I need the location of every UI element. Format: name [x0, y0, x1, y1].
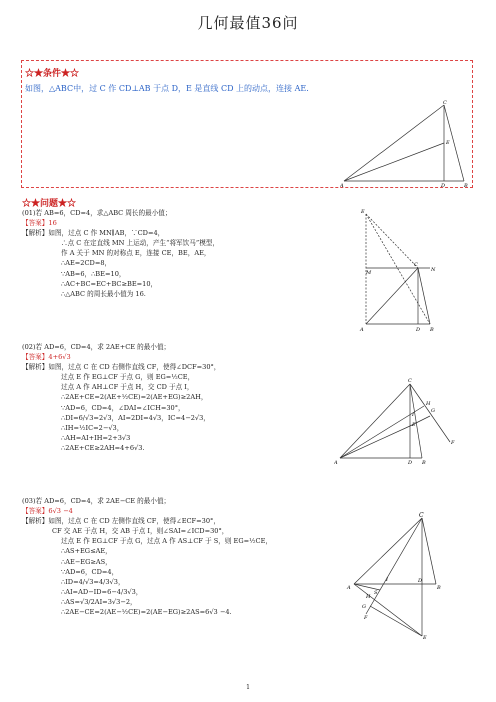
problem-3-line: ∵AD=6，CD=4，: [61, 567, 119, 576]
fig2-label-e: E: [412, 422, 416, 428]
fig1-label-m: M: [366, 270, 372, 276]
fig0-label-d: D: [441, 183, 446, 187]
fig3-label-a: A: [347, 585, 351, 591]
fig1-label-b: B: [430, 327, 434, 333]
question-heading: ☆★问题★☆: [22, 199, 77, 209]
fig2-label-c: C: [408, 378, 412, 384]
fig3-label-s: S: [374, 590, 378, 596]
problem-1-line: ∴AC+BC=EC+BC≥BE=10，: [61, 279, 158, 288]
problem-3: [22, 496, 332, 617]
fig3-label-e: E: [423, 635, 427, 641]
problem-2-line: ∴2AE+CE=2(AE+½CE)=2(AE+EG)≥2AH，: [61, 393, 208, 402]
problem-2-line: ∴IH=½IC=2−√3，: [61, 423, 124, 432]
problem-2-line: 过点 A 作 AH⊥CF 于点 H，交 CD 于点 I，: [61, 383, 194, 392]
problem-2-figure: [334, 374, 464, 466]
problem-2-line: ∴2AE+CE≥2AH=4+6√3.: [61, 443, 145, 452]
fig2-label-h: H: [426, 401, 431, 407]
problem-3-question: (03)若 AD=6，CD=4，求 2AE−CE 的最小值；: [22, 497, 171, 505]
fig2-label-g: G: [431, 408, 435, 414]
problem-2-line: 过点 E 作 EG⊥CF 于点 G，则 EG=½CE，: [61, 373, 195, 382]
problem-3-line: 过点 E 作 EG⊥CF 于点 G，过点 A 作 AS⊥CF 于 S，则 EG=½CE，: [61, 537, 272, 546]
page-number: 1: [246, 684, 250, 691]
fig1-label-e: E: [361, 209, 365, 215]
problem-3-line: 【解析】如图，过点 C 在 CD 左侧作直线 CF，使得∠ECF=30°，: [22, 517, 220, 526]
page-title: 几何最值36问: [197, 14, 299, 32]
fig3-label-g: G: [362, 604, 366, 610]
problem-2-line: ∴AH=AI+IH=2+3√3: [61, 433, 131, 442]
problem-1-line: ∴点 C 在定直线 MN 上运动，产生“将军饮马”模型，: [61, 239, 219, 248]
problem-3-figure: [344, 510, 456, 642]
fig3-label-b: B: [437, 585, 441, 591]
fig0-label-a: A: [340, 183, 344, 187]
condition-figure: [340, 99, 476, 187]
problem-1-line: ∵AB=6，∴BE=10，: [61, 269, 126, 278]
fig2-label-a: A: [334, 460, 338, 466]
problem-1-line: ∴△ABC 的周长最小值为 16.: [61, 289, 146, 298]
problem-1-line: ∴AE=2CD=8，: [61, 259, 112, 268]
fig2-label-f: F: [451, 440, 455, 446]
problem-1: [22, 208, 332, 299]
fig3-label-d: D: [418, 578, 423, 584]
fig0-label-b: B: [464, 183, 468, 187]
fig1-label-a: A: [360, 327, 364, 333]
problem-1-line: 【解析】如图，过点 C 作 MN∥AB，∵CD=4，: [22, 229, 165, 238]
problem-2-line: ∵AD=6，CD=4，∠DAI=∠ICH=30°，: [61, 403, 185, 412]
problem-2: [22, 342, 332, 453]
problem-1-line: 作 A 关于 MN 的对称点 E，连接 CE，BE，AE，: [61, 249, 211, 258]
condition-heading: ☆★条件★☆: [25, 69, 80, 79]
fig2-label-i: I: [412, 412, 414, 418]
fig2-label-b: B: [422, 460, 426, 466]
problem-3-line: ∴AE−EG≥AS，: [61, 557, 112, 566]
problem-2-line: ∴DI=6/√3=2√3，AI=2DI=4√3，IC=4−2√3，: [61, 413, 210, 422]
fig3-label-f: F: [364, 615, 368, 621]
problem-3-line: ∴2AE−CE=2(AE−½CE)=2(AE−EG)≥2AS=6√3 −4.: [61, 608, 232, 617]
fig2-label-d: D: [408, 460, 413, 466]
problem-3-line: ∴AI=AD−ID=6−4/3√3，: [61, 587, 143, 596]
problem-1-question: (01)若 AB=6，CD=4，求△ABC 周长的最小值；: [22, 209, 172, 217]
problem-3-line: ∴AS+EG≤AE，: [61, 547, 112, 556]
fig1-label-c: C: [414, 262, 418, 268]
problem-2-question: (02)若 AD=6，CD=4，求 2AE+CE 的最小值；: [22, 343, 171, 351]
condition-box: [21, 60, 473, 188]
problem-3-line: ∴ID=4/√3=4/3√3，: [61, 577, 125, 586]
problem-2-answer: 【答案】4+6√3: [22, 353, 71, 362]
problem-3-line: CF 交 AE 于点 H，交 AB 于点 I，则∠SAI=∠ICD=30°，: [52, 527, 229, 536]
problem-3-answer: 【答案】6√3 −4: [22, 507, 73, 516]
fig1-label-n: N: [431, 267, 436, 273]
fig3-label-c: C: [419, 512, 424, 519]
fig1-label-d: D: [416, 327, 421, 333]
condition-text: 如图，△ABC中，过 C 作 CD⊥AB 于点 D，E 是直线 CD 上的动点，连接 AE.: [25, 84, 309, 93]
fig3-label-h: H: [366, 594, 371, 600]
problem-1-figure: [358, 206, 438, 334]
fig3-label-i: I: [386, 577, 388, 583]
problem-3-line: ∴AS=√3/2AI=3√3−2，: [61, 597, 137, 606]
fig0-label-e: E: [446, 140, 450, 146]
fig0-label-c: C: [443, 100, 447, 106]
problem-2-line: 【解析】如图，过点 C 在 CD 右侧作直线 CF，使得∠DCF=30°，: [22, 363, 221, 372]
problem-1-answer: 【答案】16: [22, 219, 57, 228]
